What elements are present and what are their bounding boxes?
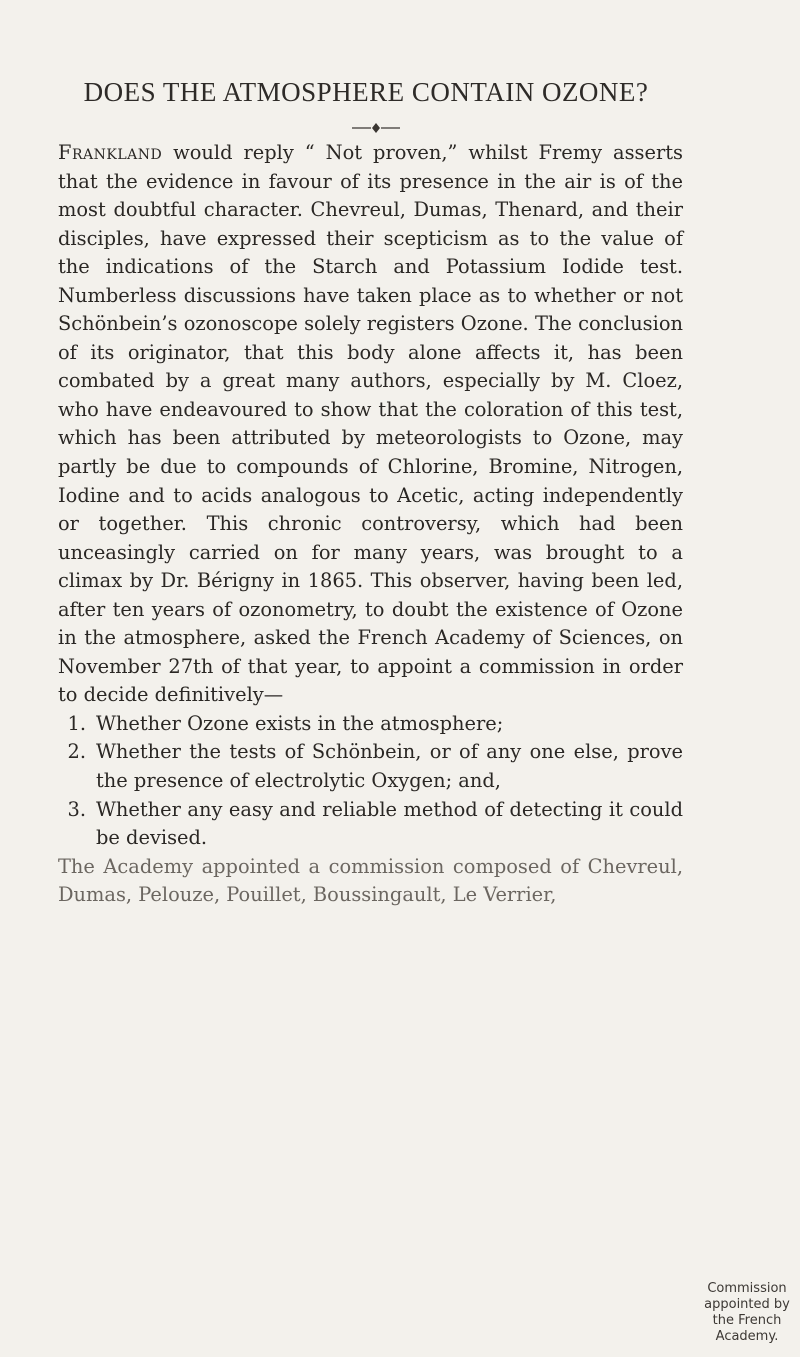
paragraph-intro-text: would reply “ Not proven,” whilst Fremy asserts that the evidence in favour of its presence in the air is of the most doubtful character. Chevreul, Dumas, Thenard, and their disciples, have expressed their scepticism as to the value of the indications of the Starch and Potassium Iodide test. Numberless discussions have taken place as to whether or not Schönbein’s ozonoscope solely registers Ozone. The conclusion of its originator, that this body alone affects it, has been combated by a great many authors, especially by M. Cloez, who have endeavoured to show that the coloration of this test, which has been attributed by meteorologists to Ozone, may partly be due to compounds of Chlorine, Bromine, Nitrogen, Iodine and to acids analogous to Acetic, acting independently or together. This chronic controversy, which had been unceasingly carried on for many years, was brought to a climax by Dr. Bérigny in 1865. This observer, having been led, after ten years of ozonometry, to doubt the existence of Ozone in the atmosphere, asked the French Academy of Sciences, on November 27th of that year, to appoint a commission in order to decide definitively— [58, 141, 683, 707]
list-item-number: 3. [67, 797, 86, 821]
list-item-text: Whether Ozone exists in the atmosphere; [96, 711, 504, 735]
list-item [58, 738, 683, 795]
list-item [58, 796, 683, 853]
list-item-text: Whether the tests of Schönbein, or of any one else, prove the presence of electrolytic Oxygen; and, [96, 740, 683, 793]
page-title: DOES THE ATMOSPHERE CONTAIN OZONE? [83, 77, 649, 107]
paragraph-intro [58, 139, 683, 710]
lead-word: Frankland [58, 141, 163, 164]
margin-note: Commission appointed by the French Academy. [704, 1281, 790, 1344]
article-body [58, 139, 683, 910]
list-item-number: 2. [67, 740, 86, 764]
list-item-number: 1. [67, 711, 86, 735]
list-item-text: Whether any easy and reliable method of detecting it could be devised. [96, 797, 683, 850]
list-item [58, 710, 683, 739]
question-list [58, 710, 683, 853]
ornament-divider-icon [352, 121, 400, 135]
paragraph-commission: The Academy appointed a commission composed of Chevreul, Dumas, Pelouze, Pouillet, Boussingault, Le Verrier, [58, 854, 683, 907]
